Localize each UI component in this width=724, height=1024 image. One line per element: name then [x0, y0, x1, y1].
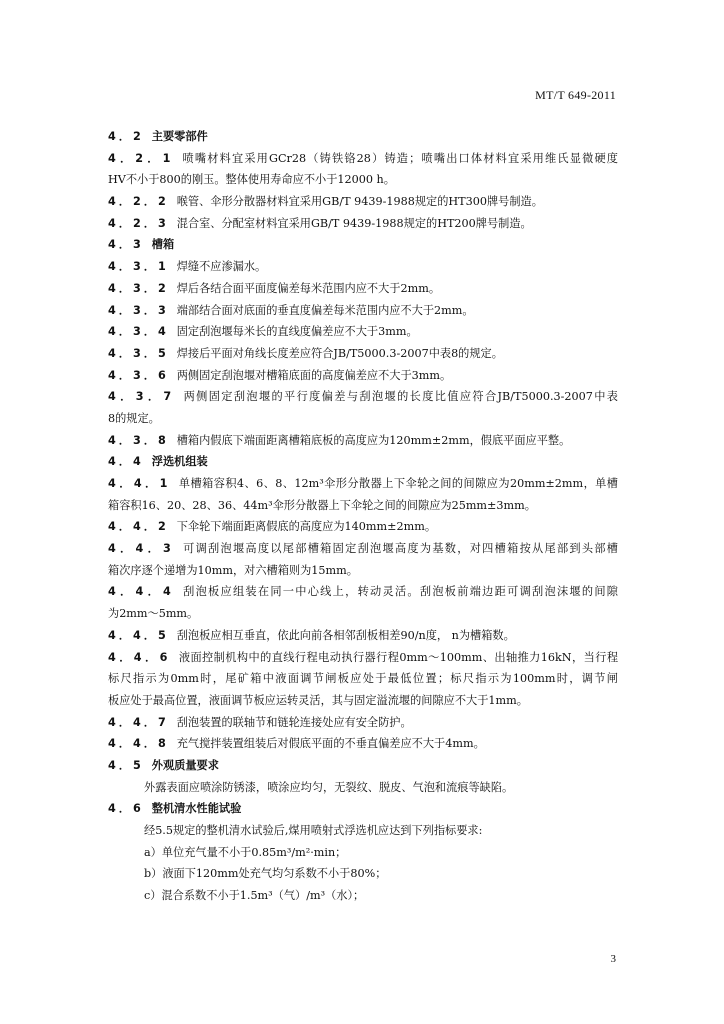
clause-text: 槽箱内假底下端面距离槽箱底板的高度应为120mm±2mm，假底平面应平整。 — [176, 433, 571, 447]
clause-text: 可调刮泡堰高度以尾部槽箱固定刮泡堰高度为基数，对四槽箱按从尾部到头部槽 — [181, 542, 618, 556]
clause-number: 4．3．2 — [108, 281, 169, 295]
clause-text: 标尺指示为0mm时，尾矿箱中液面调节闸板应处于最低位置；标尺指示为100mm时，调节闸 — [108, 672, 618, 686]
indented-line — [108, 844, 618, 862]
clause-number: 4．4．5 — [108, 628, 169, 642]
clause-text: HV不小于800的刚玉。整体使用寿命应不小于12000 h。 — [108, 173, 395, 187]
clause-number: 4．3．3 — [108, 303, 169, 317]
text-line — [108, 562, 618, 580]
text-line — [108, 432, 618, 450]
clause-number: 4．4．1 — [108, 477, 171, 490]
text-line — [108, 714, 618, 732]
indented-line — [108, 865, 618, 883]
clause-number: 4．4．4 — [108, 585, 174, 599]
clause-number: 4．3．6 — [108, 368, 169, 382]
text-line — [108, 540, 618, 558]
clause-text: 单槽箱容积4、6、8、12m³伞形分散器上下伞轮之间的间隙应为20mm±2mm，单槽 — [178, 477, 618, 490]
text-line — [108, 345, 618, 363]
clause-text: 两侧固定刮泡堰对槽箱底面的高度偏差应不大于3mm。 — [176, 368, 452, 382]
text-line — [108, 323, 618, 341]
text-line — [108, 627, 618, 645]
clause-number: 4．4．3 — [108, 542, 174, 556]
text-line — [108, 583, 618, 601]
clause-number: 4．3．8 — [108, 433, 169, 447]
text-line — [108, 215, 618, 233]
clause-text: 槽箱 — [151, 238, 175, 252]
text-line — [108, 150, 618, 168]
text-line — [108, 497, 618, 515]
clause-text: 主要零部件 — [151, 130, 208, 143]
clause-text: 刮泡板应组装在同一中心线上，转动灵活。刮泡板前端边距可调刮泡沫堰的间隙 — [181, 585, 618, 599]
clause-number: 4．2．1 — [108, 151, 174, 165]
text-line — [108, 258, 618, 276]
clause-number: 4．2．3 — [108, 216, 169, 230]
text-line — [108, 605, 618, 623]
text-line — [108, 692, 618, 710]
indented-line — [108, 822, 618, 840]
text-line — [108, 388, 618, 406]
text-line — [108, 649, 618, 667]
clause-text: 箱容积16、20、28、36、44m³伞形分散器上下伞轮之间的间隙应为25mm±3mm。 — [108, 498, 536, 512]
clause-text: 为2mm～5mm。 — [108, 607, 199, 621]
clause-number: 4．2．2 — [108, 195, 169, 209]
text-line — [108, 367, 618, 385]
clause-number: 4．4．7 — [108, 715, 169, 729]
clause-text: 8的规定。 — [108, 411, 160, 425]
clause-number: 4．3．7 — [108, 390, 175, 404]
standard-code: MT/T 649-2011 — [535, 88, 616, 102]
section-heading — [108, 757, 618, 775]
clause-number: 4．5 — [108, 758, 144, 772]
clause-number: 4．3 — [108, 238, 144, 252]
clause-number: 4．2 — [108, 130, 144, 143]
clause-number: 4．4．6 — [108, 650, 171, 664]
clause-text: 固定刮泡堰每米长的直线度偏差应不大于3mm。 — [176, 325, 418, 339]
clause-text: 箱次序逐个递增为10mm，对六槽箱则为15mm。 — [108, 563, 358, 577]
clause-text: 喉管、伞形分散器材料宜采用GB/T 9439-1988规定的HT300牌号制造。 — [176, 195, 543, 209]
clause-text: 充气搅拌装置组装后对假底平面的不垂直偏差应不大于4mm。 — [176, 737, 485, 751]
clause-number: 4．6 — [108, 802, 144, 816]
clause-text: c）混合系数不小于1.5m³（气）/m³（水）； — [144, 889, 365, 903]
text-line — [108, 518, 618, 536]
text-line — [108, 171, 618, 189]
clause-text: b）液面下120mm处充气均匀系数不小于80%； — [144, 867, 387, 881]
text-line — [108, 280, 618, 298]
text-line — [108, 410, 618, 428]
clause-text: 刮泡装置的联轴节和链轮连接处应有安全防护。 — [176, 715, 412, 729]
clause-text: 板应处于最高位置，液面调节板应运转灵活，其与固定溢流堰的间隙应不大于1mm。 — [108, 693, 528, 707]
text-line — [108, 302, 618, 320]
clause-text: 液面控制机构中的直线行程电动执行器行程0mm～100mm、出轴推力16kN，当行程 — [178, 650, 619, 664]
clause-text: 浮选机组装 — [151, 455, 208, 469]
text-line — [108, 193, 618, 211]
clause-text: 下伞轮下端面距离假底的高度应为140mm±2mm。 — [176, 520, 437, 534]
clause-text: 混合室、分配室材料宜采用GB/T 9439-1988规定的HT200牌号制造。 — [176, 216, 532, 230]
section-heading — [108, 800, 618, 818]
clause-text: 经5.5规定的整机清水试验后,煤用喷射式浮选机应达到下列指标要求: — [144, 824, 483, 837]
clause-text: 焊后各结合面平面度偏差每米范围内应不大于2mm。 — [176, 281, 441, 295]
clause-number: 4．4 — [108, 455, 144, 469]
clause-number: 4．4．2 — [108, 520, 169, 534]
clause-text: 刮泡板应相互垂直，依此向前各相邻刮板相差90/n度， n为槽箱数。 — [176, 628, 515, 642]
clause-number: 4．3．5 — [108, 346, 169, 360]
document-body — [108, 128, 618, 909]
clause-text: a）单位充气量不小于0.85m³/m²·min； — [144, 845, 347, 859]
text-line — [108, 735, 618, 753]
clause-text: 焊缝不应渗漏水。 — [176, 260, 267, 274]
text-line — [108, 670, 618, 688]
clause-text: 整机清水性能试验 — [151, 802, 242, 816]
text-line — [108, 475, 618, 493]
indented-line — [108, 887, 618, 905]
clause-text: 外露表面应喷涂防锈漆，喷涂应均匀，无裂纹、脱皮、气泡和流痕等缺陷。 — [144, 780, 514, 794]
section-heading — [108, 236, 618, 254]
section-heading — [108, 128, 618, 146]
clause-number: 4．4．8 — [108, 737, 169, 751]
clause-text: 焊接后平面对角线长度差应符合JB/T5000.3-2007中表8的规定。 — [176, 346, 503, 360]
clause-text: 端部结合面对底面的垂直度偏差每米范围内应不大于2mm。 — [176, 303, 474, 317]
clause-text: 喷嘴材料宜采用GCr28（铸铁铬28）铸造；喷嘴出口体材料宜采用维氏显微硬度 — [181, 151, 618, 165]
indented-line — [108, 779, 618, 797]
page-number: 3 — [610, 953, 616, 965]
section-heading — [108, 453, 618, 471]
clause-text: 两侧固定刮泡堰的平行度偏差与刮泡堰的长度比值应符合JB/T5000.3-2007中表 — [182, 390, 618, 404]
clause-text: 外观质量要求 — [151, 758, 219, 772]
clause-number: 4．3．4 — [108, 325, 169, 339]
clause-number: 4．3．1 — [108, 260, 169, 274]
